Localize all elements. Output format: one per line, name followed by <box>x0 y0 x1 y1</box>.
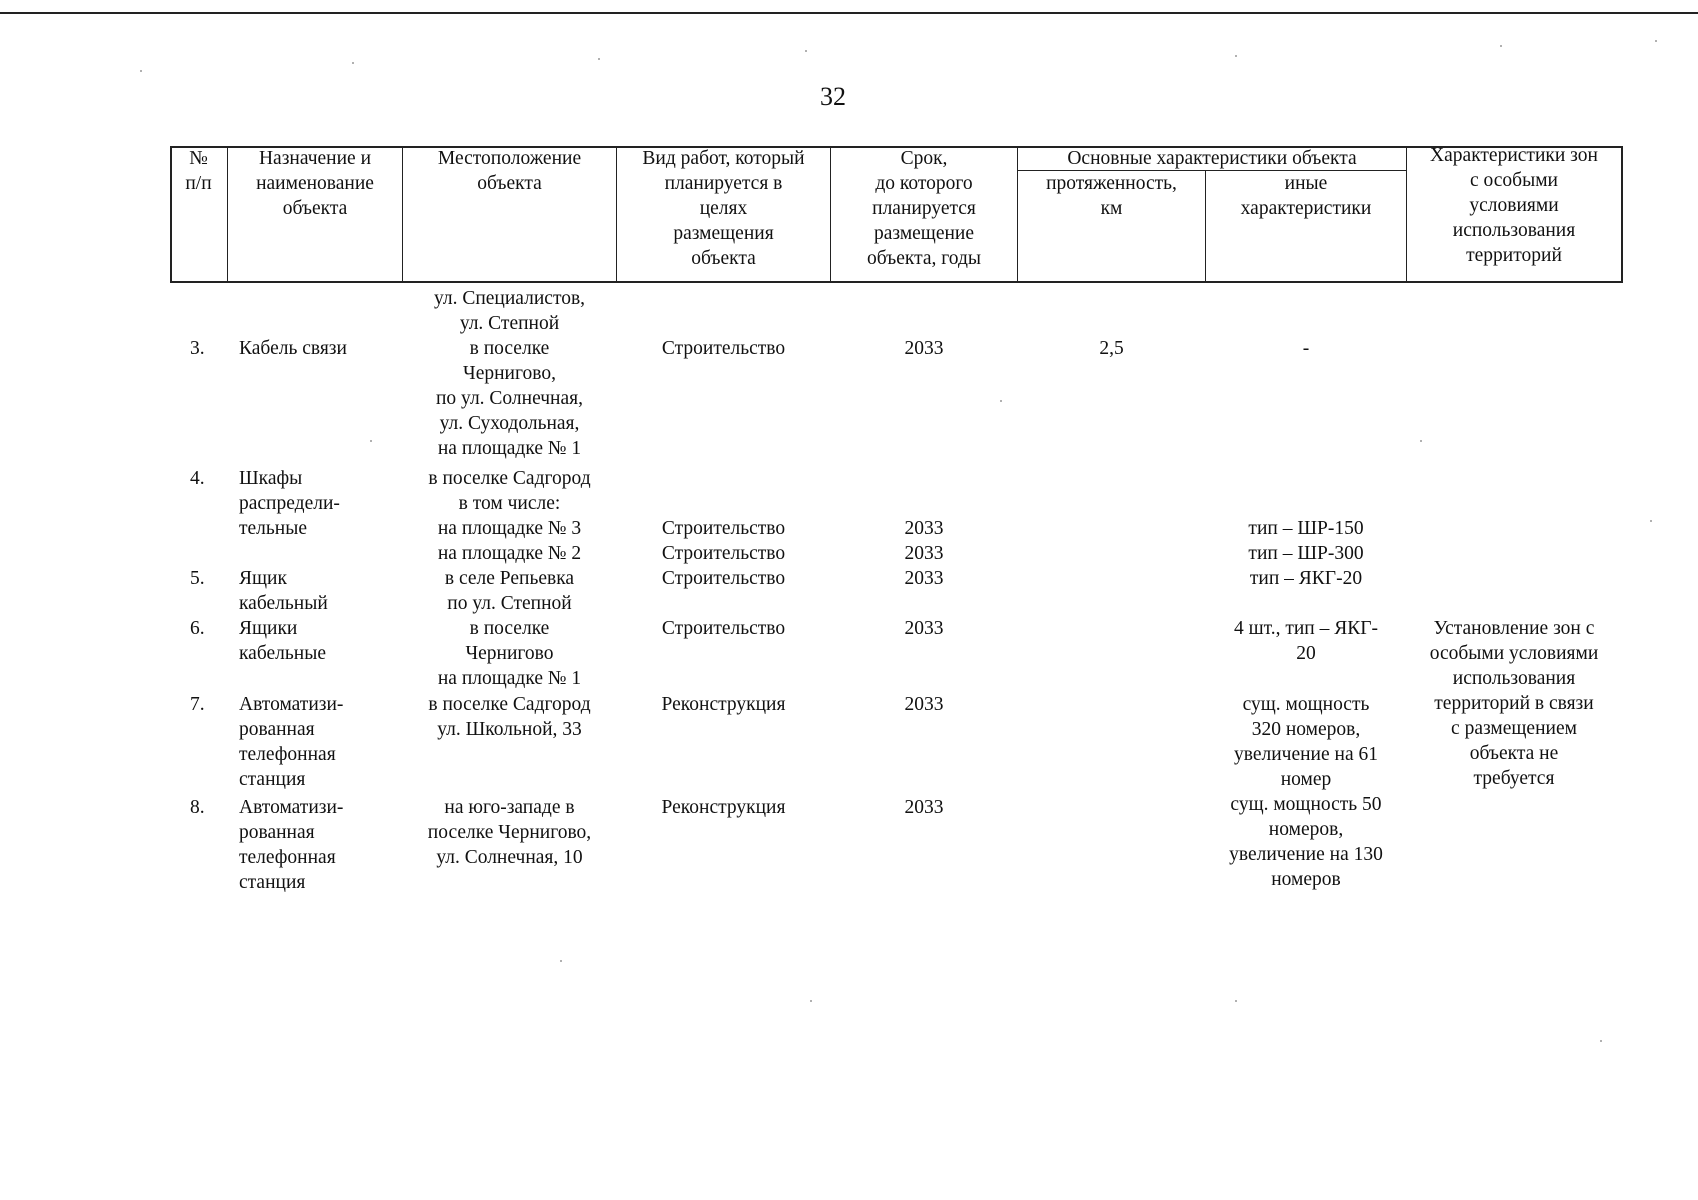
header-other: иные характеристики <box>1240 173 1372 219</box>
scan-speck <box>370 440 372 442</box>
scan-speck <box>1420 440 1422 442</box>
scan-speck <box>805 50 807 52</box>
zones-note: Установление зон с особыми условиями использования территорий в связи с размещением объекта не требуется <box>1429 618 1599 789</box>
header-num: № п/п <box>185 148 212 194</box>
row-6-name: Ящики кабельные <box>239 618 326 664</box>
row-5-num: 5. <box>190 568 205 589</box>
header-term: Срок, до которого планируется размещение объекта, годы <box>866 148 982 269</box>
row-4-year: 2033 2033 <box>904 518 944 564</box>
row-8-num: 8. <box>190 797 205 818</box>
row-7-name: Автоматизи- рованная телефонная станция <box>239 694 344 790</box>
top-rule <box>0 12 1698 14</box>
row-3-location: ул. Специалистов, ул. Степной в поселке Чернигово, по ул. Солнечная, ул. Суходольная, на площадке № 1 <box>433 288 586 459</box>
row-7-location: в поселке Садгород ул. Школьной, 33 <box>428 694 591 740</box>
header-location: Местоположение объекта <box>437 148 582 194</box>
scan-speck <box>352 62 354 64</box>
row-4-num: 4. <box>190 468 205 489</box>
row-3-name: Кабель связи <box>239 338 347 359</box>
row-4-location: в поселке Садгород в том числе: на площадке № 3 на площадке № 2 <box>428 468 591 564</box>
row-3-work: Строительство <box>661 338 786 359</box>
header-zones: Характеристики зон с особыми условиями использования территорий <box>1430 145 1598 266</box>
scan-speck <box>1650 520 1652 522</box>
scan-speck <box>1000 400 1002 402</box>
header-work-type: Вид работ, который планируется в целях размещения объекта <box>642 148 805 269</box>
scan-speck <box>1655 40 1657 42</box>
row-7-other: сущ. мощность 320 номеров, увеличение на 61 номер <box>1234 694 1378 790</box>
scan-speck <box>1500 45 1502 47</box>
row-4-other: тип – ШР-150 тип – ШР-300 <box>1248 518 1364 564</box>
row-3-length: 2,5 <box>1099 338 1124 359</box>
row-3-num: 3. <box>190 338 205 359</box>
row-6-location: в поселке Чернигово на площадке № 1 <box>437 618 582 689</box>
row-5-year: 2033 <box>904 568 944 589</box>
row-7-year: 2033 <box>904 694 944 715</box>
row-8-name: Автоматизи- рованная телефонная станция <box>239 797 344 893</box>
row-6-work: Строительство <box>661 618 786 639</box>
row-8-year: 2033 <box>904 797 944 818</box>
header-name: Назначение и наименование объекта <box>256 148 374 219</box>
row-8-other: сущ. мощность 50 номеров, увеличение на 130 номеров <box>1229 794 1383 890</box>
row-3-year: 2033 <box>904 338 944 359</box>
row-6-year: 2033 <box>904 618 944 639</box>
row-6-num: 6. <box>190 618 205 639</box>
row-4-work: Строительство Строительство <box>661 518 786 564</box>
scan-speck <box>810 1000 812 1002</box>
row-8-work: Реконструкция <box>661 797 786 818</box>
header-length: протяженность, км <box>1046 173 1177 219</box>
row-7-num: 7. <box>190 694 205 715</box>
scan-speck <box>560 960 562 962</box>
row-5-name: Ящик кабельный <box>239 568 328 614</box>
scan-speck <box>598 58 600 60</box>
row-7-work: Реконструкция <box>661 694 786 715</box>
scan-speck <box>1235 55 1237 57</box>
row-5-work: Строительство <box>661 568 786 589</box>
row-3-other: - <box>1302 338 1310 359</box>
scan-speck <box>140 70 142 72</box>
scan-speck <box>1235 1000 1237 1002</box>
row-5-location: в селе Репьевка по ул. Степной <box>444 568 575 614</box>
row-4-name: Шкафы распредели- тельные <box>239 468 340 539</box>
row-8-location: на юго-западе в поселке Чернигово, ул. Солнечная, 10 <box>427 797 592 868</box>
header-main-characteristics: Основные характеристики объекта <box>1067 148 1357 169</box>
scan-speck <box>1600 1040 1602 1042</box>
page-number: 32 <box>820 82 846 111</box>
row-6-other: 4 шт., тип – ЯКГ- 20 <box>1234 618 1378 664</box>
row-5-other: тип – ЯКГ-20 <box>1249 568 1363 589</box>
